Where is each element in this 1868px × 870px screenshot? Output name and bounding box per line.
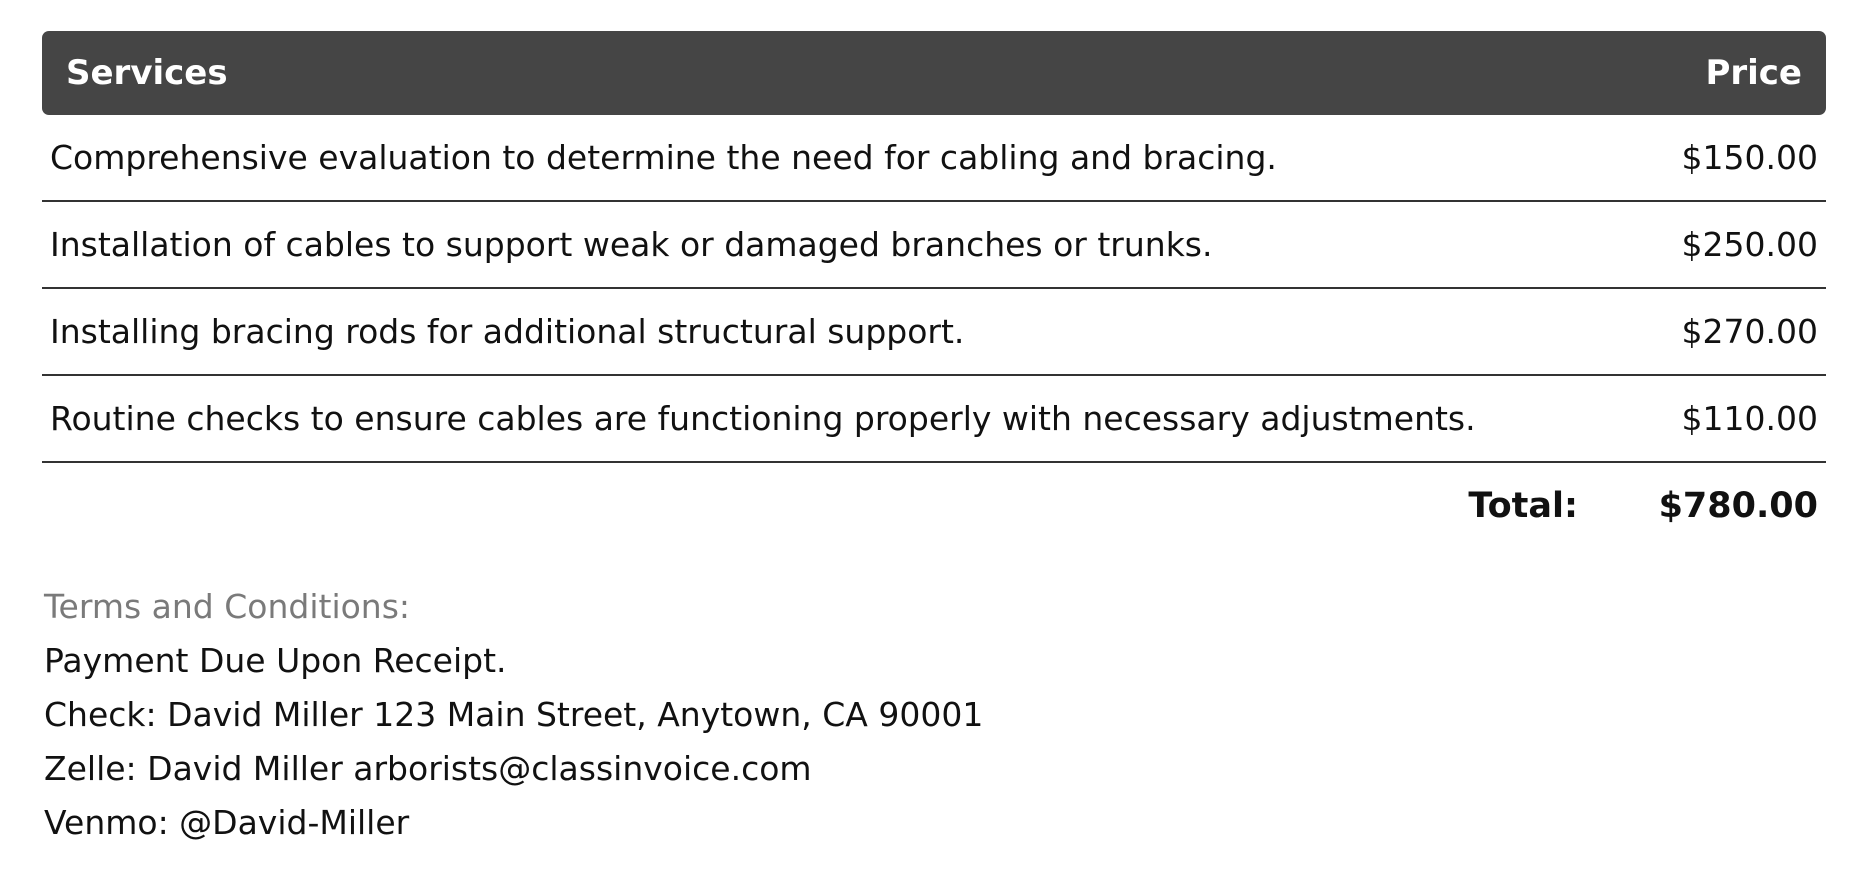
total-row — [42, 462, 1826, 549]
service-price: $270.00 — [1586, 288, 1826, 375]
terms-section — [44, 580, 983, 850]
total-value: $780.00 — [1658, 486, 1818, 526]
terms-title: Terms and Conditions: — [44, 587, 411, 626]
services-column-header: Services — [66, 53, 228, 93]
service-price: $250.00 — [1586, 201, 1826, 288]
payment-terms-line: Payment Due Upon Receipt. — [44, 641, 507, 680]
service-description: Installing bracing rods for additional structural support. — [42, 288, 1586, 375]
price-column-header: Price — [1705, 53, 1802, 93]
services-table — [42, 31, 1826, 549]
table-row — [42, 288, 1826, 375]
service-description: Comprehensive evaluation to determine the need for cabling and bracing. — [42, 115, 1586, 201]
service-price: $150.00 — [1586, 115, 1826, 201]
table-row — [42, 375, 1826, 462]
table-header-row — [42, 31, 1826, 115]
service-description: Routine checks to ensure cables are functioning properly with necessary adjustments. — [42, 375, 1586, 462]
service-price: $110.00 — [1586, 375, 1826, 462]
table-row — [42, 115, 1826, 201]
total-label: Total: — [1468, 486, 1578, 526]
table-row — [42, 201, 1826, 288]
zelle-payment-line: Zelle: David Miller arborists@classinvoice.com — [44, 749, 812, 788]
venmo-payment-line: Venmo: @David-Miller — [44, 803, 410, 842]
check-payment-line: Check: David Miller 123 Main Street, Anytown, CA 90001 — [44, 695, 984, 734]
service-description: Installation of cables to support weak or damaged branches or trunks. — [42, 201, 1586, 288]
